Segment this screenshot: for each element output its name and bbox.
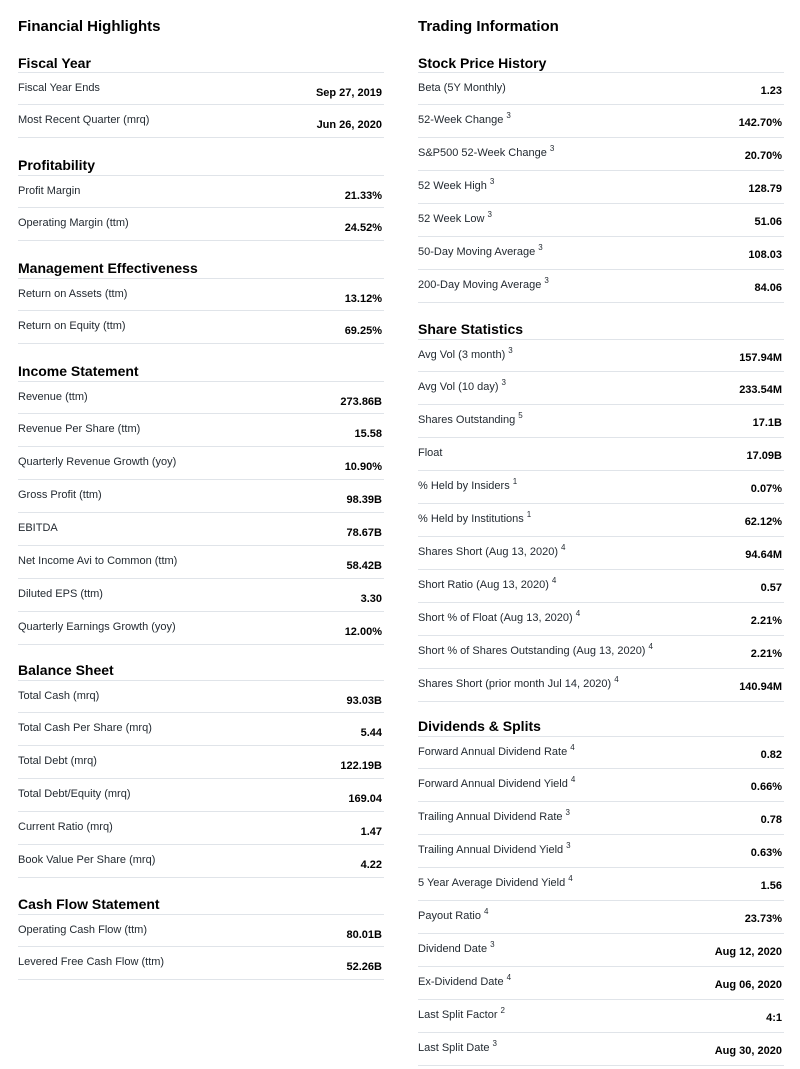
stat-row-short-pct-of-float-aug-13-2020 [418,603,784,636]
stat-label [418,276,549,291]
stat-label-text: Return on Equity (ttm) [18,320,126,332]
stat-label [418,210,492,225]
stat-label-text: Current Ratio (mrq) [18,821,113,833]
stat-value: 128.79 [748,183,782,195]
stat-label [418,973,512,988]
stat-value: 84.06 [754,282,782,294]
stat-row-forward-annual-dividend-yield [418,769,784,802]
stat-value: 1.56 [760,880,782,892]
stat-value: 2.21% [750,648,782,660]
stat-label [418,543,566,558]
stat-row-forward-annual-dividend-rate [418,736,784,769]
stat-label [18,423,140,435]
stat-value: 24.52% [344,222,382,234]
stat-value: 23.73% [744,913,782,925]
stat-value: 10.90% [344,461,382,473]
stat-label-text: % Held by Institutions [418,513,524,525]
stat-value: 4:1 [766,1012,782,1024]
stat-value: 52.26B [346,961,382,973]
stat-label [18,788,130,800]
stat-label-text: Beta (5Y Monthly) [418,82,506,94]
stat-row-total-cash-mrq [18,680,384,713]
stat-label [418,447,442,459]
section-title-management-effectiveness: Management Effectiveness [18,260,198,276]
section-title-balance-sheet: Balance Sheet [18,662,114,678]
stat-label [18,956,164,968]
stat-value: Jun 26, 2020 [316,119,382,131]
footnote-marker: 4 [483,907,489,917]
stat-row-total-cash-per-share-mrq [18,713,384,746]
stat-value: 69.25% [344,325,382,337]
footnote-marker: 1 [526,510,532,520]
stat-label-text: Total Cash (mrq) [18,690,100,702]
stat-label [418,841,571,856]
footnote-marker: 3 [544,276,549,286]
section-title-dividends-and-splits: Dividends & Splits [418,718,541,734]
footnote-marker: 3 [508,346,513,356]
stat-label-text: Profit Margin [18,185,81,197]
footnote-marker: 3 [538,243,543,253]
stat-value: 157.94M [739,352,782,364]
stat-row-quarterly-earnings-growth-yoy [18,612,384,645]
footnote-marker: 4 [568,874,573,884]
stat-row-net-income-avi-to-common-ttm [18,546,384,579]
footnote-marker: 3 [565,808,570,818]
stat-label-text: Quarterly Revenue Growth (yoy) [18,456,177,468]
stat-value: 12.00% [344,626,382,638]
stat-label-text: Short % of Shares Outstanding (Aug 13, 2020) [418,645,646,657]
footnote-marker: 3 [549,144,555,154]
footnote-marker: 4 [575,609,581,619]
stat-label-text: Trailing Annual Dividend Rate [418,811,563,823]
footnote-marker: 3 [492,1039,497,1049]
stat-row-short-ratio-aug-13-2020 [418,570,784,603]
stat-label [418,144,555,159]
stat-row-pct-held-by-institutions [418,504,784,537]
stat-label [418,1039,497,1054]
section-title-stock-price-history: Stock Price History [418,55,547,71]
stat-row-operating-margin-ttm [18,208,384,241]
stat-label [418,378,506,393]
stat-value: 2.21% [750,615,782,627]
stat-label-text: % Held by Insiders [418,480,510,492]
stat-label [18,185,80,197]
stat-row-levered-free-cash-flow-ttm [18,947,384,980]
stat-row-avg-vol-3-month [418,339,784,372]
stat-label [418,907,489,922]
stat-label-text: Operating Margin (ttm) [18,217,129,229]
stat-label-text: Book Value Per Share (mrq) [18,854,156,866]
footnote-marker: 3 [487,210,492,220]
stat-value: Aug 30, 2020 [714,1045,782,1057]
stat-value: 0.82 [760,749,782,761]
stat-row-return-on-assets-ttm [18,278,384,311]
stat-label [18,391,88,403]
stat-row-trailing-annual-dividend-rate [418,802,784,835]
stat-label [418,243,543,258]
stat-row-float [418,438,784,471]
stat-label-text: Avg Vol (10 day) [418,381,499,393]
stat-value: 94.64M [745,549,782,561]
stat-row-shares-outstanding [418,405,784,438]
stat-value: 5.44 [360,727,382,739]
section-title-fiscal-year: Fiscal Year [18,55,91,71]
stat-value: 0.63% [750,847,782,859]
stat-value: 0.78 [760,814,782,826]
stat-value: 1.47 [360,826,382,838]
stat-label-text: Forward Annual Dividend Yield [418,778,568,790]
stat-label-text: Diluted EPS (ttm) [18,588,103,600]
stat-label [18,217,129,229]
stat-label-text: Shares Short (Aug 13, 2020) [418,546,559,558]
stat-label-text: Float [418,447,443,459]
section-title-share-statistics: Share Statistics [418,321,524,337]
stat-row-52-week-change [418,105,784,138]
stat-value: 58.42B [346,560,382,572]
stat-value: 233.54M [739,384,782,396]
stat-label [418,576,557,591]
stat-value: 93.03B [346,695,382,707]
stat-label-text: Most Recent Quarter (mrq) [18,114,150,126]
stat-row-current-ratio-mrq [18,812,384,845]
stat-label [18,621,176,633]
stat-row-short-pct-of-shares-outstanding-aug-13-2020 [418,636,784,669]
stat-row-gross-profit-ttm [18,480,384,513]
stat-label [418,477,518,492]
stat-row-5-year-average-dividend-yield [418,868,784,901]
stat-label-text: 52-Week Change [418,114,504,126]
stat-label [418,874,573,889]
stat-label [18,924,147,936]
stat-label-text: Gross Profit (ttm) [18,489,102,501]
stat-row-ebitda [18,513,384,546]
stat-label [418,346,513,361]
stat-value: Aug 12, 2020 [714,946,782,958]
page-title-financial-highlights: Financial Highlights [18,18,161,35]
stat-value: 62.12% [744,516,782,528]
stat-label [418,411,523,426]
footnote-marker: 1 [512,477,518,487]
stat-label [18,854,155,866]
stat-row-last-split-factor [418,1000,784,1033]
footnote-marker: 4 [614,675,619,685]
stat-row-52-week-high [418,171,784,204]
stat-label-text: EBITDA [18,522,58,534]
stat-label-text: Quarterly Earnings Growth (yoy) [18,621,176,633]
stat-label [418,82,506,94]
stat-label-text: Levered Free Cash Flow (ttm) [18,956,165,968]
stat-row-total-debt-mrq [18,746,384,779]
stat-label-text: Trailing Annual Dividend Yield [418,844,564,856]
stat-value: 4.22 [360,859,382,871]
stat-value: 98.39B [346,494,382,506]
stat-label-text: Ex-Dividend Date [418,976,504,988]
stat-row-total-debt-equity-mrq [18,779,384,812]
stat-value: Aug 06, 2020 [714,979,782,991]
stat-label [18,114,149,126]
stat-row-last-split-date [418,1033,784,1066]
stat-label [418,675,619,690]
stat-label-text: Last Split Factor [418,1009,498,1021]
stat-label-text: Return on Assets (ttm) [18,288,128,300]
stat-row-ex-dividend-date [418,967,784,1000]
stat-label-text: Forward Annual Dividend Rate [418,746,568,758]
stat-label-text: Short Ratio (Aug 13, 2020) [418,579,549,591]
stat-row-return-on-equity-ttm [18,311,384,344]
stat-label-text: S&P500 52-Week Change [418,147,547,159]
footnote-marker: 4 [648,642,653,652]
stat-row-diluted-eps-ttm [18,579,384,612]
stat-row-avg-vol-10-day [418,372,784,405]
stat-label [18,755,97,767]
stat-label-text: Short % of Float (Aug 13, 2020) [418,612,573,624]
stat-value: 108.03 [748,249,782,261]
stat-label [18,522,58,534]
stat-value: 169.04 [348,793,382,805]
footnote-marker: 5 [518,411,523,421]
stat-label-text: Payout Ratio [418,910,481,922]
stat-label-text: Revenue (ttm) [18,391,88,403]
stat-row-most-recent-quarter-mrq [18,105,384,138]
footnote-marker: 3 [506,111,511,121]
footnote-marker: 3 [501,378,506,388]
stat-label-text: Shares Short (prior month Jul 14, 2020) [418,678,612,690]
page-title-trading-information: Trading Information [418,18,559,35]
stat-value: 122.19B [340,760,382,772]
footnote-marker: 3 [489,177,495,187]
stat-label [418,743,575,758]
stat-label [418,111,511,126]
footnote-marker: 4 [570,743,575,753]
stat-label-text: Dividend Date [418,943,488,955]
stat-label-text: 200-Day Moving Average [418,279,542,291]
stat-row-dividend-date [418,934,784,967]
stat-label [418,808,570,823]
stat-label [18,588,103,600]
stat-row-50-day-moving-average [418,237,784,270]
stat-value: 17.1B [752,417,782,429]
stat-value: 51.06 [754,216,782,228]
stat-label [18,320,126,332]
stat-label [418,642,653,657]
stat-label-text: Fiscal Year Ends [18,82,100,94]
stat-label [18,821,113,833]
stat-row-52-week-low [418,204,784,237]
stat-label [18,82,100,94]
stat-row-payout-ratio [418,901,784,934]
stat-label-text: 52 Week Low [418,213,485,225]
stat-row-trailing-annual-dividend-yield [418,835,784,868]
stat-label [418,940,495,955]
section-title-profitability: Profitability [18,157,96,173]
stat-value: 15.58 [354,428,382,440]
stat-row-book-value-per-share-mrq [18,845,384,878]
footnote-marker: 4 [561,543,566,553]
stat-row-operating-cash-flow-ttm [18,914,384,947]
section-title-cash-flow-statement: Cash Flow Statement [18,896,160,912]
stat-label [418,775,576,790]
stat-value: 1.23 [760,85,782,97]
stat-row-fiscal-year-ends [18,72,384,105]
stat-row-revenue-ttm [18,381,384,414]
stat-row-beta-5y-monthly [418,72,784,105]
stat-label-text: 52 Week High [418,180,487,192]
stat-value: 0.07% [750,483,782,495]
stat-label [418,177,495,192]
stat-label-text: Avg Vol (3 month) [418,349,506,361]
stat-row-200-day-moving-average [418,270,784,303]
stat-value: 3.30 [360,593,382,605]
stat-value: 0.57 [760,582,782,594]
stat-row-shares-short-prior-month-jul-14-2020 [418,669,784,702]
stat-row-quarterly-revenue-growth-yoy [18,447,384,480]
stat-label-text: Last Split Date [418,1042,490,1054]
stat-row-pct-held-by-insiders [418,471,784,504]
section-title-income-statement: Income Statement [18,363,139,379]
footnote-marker: 3 [566,841,571,851]
stat-row-shares-short-aug-13-2020 [418,537,784,570]
footnote-marker: 4 [551,576,557,586]
stat-value: 21.33% [344,190,382,202]
stat-label-text: Total Debt (mrq) [18,755,97,767]
stat-value: 140.94M [739,681,782,693]
stat-label-text: 5 Year Average Dividend Yield [418,877,566,889]
stat-value: 273.86B [340,396,382,408]
stat-value: 0.66% [750,781,782,793]
stat-label-text: Total Cash Per Share (mrq) [18,722,152,734]
stat-label [18,555,177,567]
stat-label-text: Shares Outstanding [418,414,516,426]
stat-label [18,690,99,702]
stat-label-text: Total Debt/Equity (mrq) [18,788,131,800]
stat-value: 78.67B [346,527,382,539]
stat-label [18,722,152,734]
stat-value: 13.12% [344,293,382,305]
stat-row-sandp500-52-week-change [418,138,784,171]
stat-label-text: Net Income Avi to Common (ttm) [18,555,178,567]
stat-label [18,456,176,468]
stat-label [18,489,102,501]
stat-label-text: Operating Cash Flow (ttm) [18,924,147,936]
stat-label [418,609,581,624]
footnote-marker: 4 [506,973,512,983]
stat-row-profit-margin [18,175,384,208]
stat-value: 20.70% [744,150,782,162]
footnote-marker: 2 [500,1006,505,1016]
stat-value: Sep 27, 2019 [315,87,382,99]
footnote-marker: 4 [570,775,576,785]
footnote-marker: 3 [490,940,495,950]
stat-label [418,510,532,525]
stat-label [418,1006,505,1021]
stat-value: 80.01B [346,929,382,941]
stat-label-text: 50-Day Moving Average [418,246,536,258]
stat-value: 17.09B [746,450,782,462]
stat-label-text: Revenue Per Share (ttm) [18,423,141,435]
stat-row-revenue-per-share-ttm [18,414,384,447]
stat-label [18,288,127,300]
stat-value: 142.70% [738,117,782,129]
